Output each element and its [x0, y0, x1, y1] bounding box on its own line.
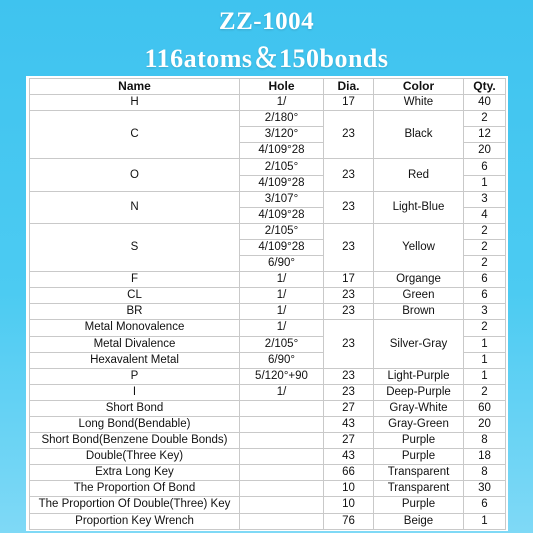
table-row	[30, 400, 506, 416]
cell-color: Yellow	[374, 223, 464, 271]
cell-hole	[240, 481, 324, 497]
cell-qty: 6	[464, 272, 506, 288]
cell-name: O	[30, 159, 240, 191]
cell-name: P	[30, 368, 240, 384]
cell-dia: 66	[324, 465, 374, 481]
cell-hole: 2/180°	[240, 111, 324, 127]
cell-dia: 23	[324, 111, 374, 159]
spec-table-body	[30, 95, 506, 530]
cell-name: Hexavalent Metal	[30, 352, 240, 368]
cell-hole: 1/	[240, 95, 324, 111]
cell-color: Black	[374, 111, 464, 159]
table-row	[30, 481, 506, 497]
cell-qty: 2	[464, 320, 506, 336]
cell-hole: 2/105°	[240, 223, 324, 239]
cell-name: Extra Long Key	[30, 465, 240, 481]
cell-color: Silver-Gray	[374, 320, 464, 368]
cell-name: I	[30, 384, 240, 400]
cell-qty: 1	[464, 368, 506, 384]
table-row	[30, 95, 506, 111]
cell-hole	[240, 497, 324, 513]
cell-hole: 3/107°	[240, 191, 324, 207]
cell-hole: 2/105°	[240, 336, 324, 352]
cell-hole: 1/	[240, 320, 324, 336]
cell-hole: 1/	[240, 304, 324, 320]
cell-hole	[240, 416, 324, 432]
cell-dia: 76	[324, 513, 374, 529]
table-row	[30, 433, 506, 449]
cell-dia: 10	[324, 481, 374, 497]
cell-qty: 2	[464, 256, 506, 272]
cell-color: Deep-Purple	[374, 384, 464, 400]
cell-hole	[240, 513, 324, 529]
cell-name: Long Bond(Bendable)	[30, 416, 240, 432]
cell-dia: 23	[324, 159, 374, 191]
cell-name: The Proportion Of Bond	[30, 481, 240, 497]
cell-dia: 27	[324, 400, 374, 416]
cell-name: F	[30, 272, 240, 288]
table-row	[30, 288, 506, 304]
cell-hole: 3/120°	[240, 127, 324, 143]
cell-qty: 1	[464, 513, 506, 529]
table-row	[30, 465, 506, 481]
cell-hole: 4/109°28	[240, 207, 324, 223]
cell-name: Short Bond(Benzene Double Bonds)	[30, 433, 240, 449]
cell-dia: 27	[324, 433, 374, 449]
cell-qty: 8	[464, 465, 506, 481]
header-hole: Hole	[240, 79, 324, 95]
table-header-row	[30, 79, 506, 95]
cell-qty: 18	[464, 449, 506, 465]
cell-color: Transparent	[374, 465, 464, 481]
cell-name: C	[30, 111, 240, 159]
spec-sheet	[26, 76, 508, 531]
cell-qty: 8	[464, 433, 506, 449]
cell-name: Short Bond	[30, 400, 240, 416]
header-name: Name	[30, 79, 240, 95]
cell-qty: 1	[464, 352, 506, 368]
cell-hole: 1/	[240, 272, 324, 288]
cell-name: S	[30, 223, 240, 271]
cell-color: Light-Blue	[374, 191, 464, 223]
cell-color: Purple	[374, 449, 464, 465]
cell-qty: 60	[464, 400, 506, 416]
cell-color: Gray-White	[374, 400, 464, 416]
cell-color: Beige	[374, 513, 464, 529]
cell-color: Gray-Green	[374, 416, 464, 432]
cell-qty: 2	[464, 384, 506, 400]
cell-dia: 23	[324, 191, 374, 223]
cell-color: Organge	[374, 272, 464, 288]
table-row	[30, 223, 506, 239]
cell-dia: 23	[324, 384, 374, 400]
cell-name: Double(Three Key)	[30, 449, 240, 465]
cell-color: Brown	[374, 304, 464, 320]
cell-name: CL	[30, 288, 240, 304]
cell-color: Purple	[374, 433, 464, 449]
cell-qty: 12	[464, 127, 506, 143]
cell-color: Green	[374, 288, 464, 304]
table-row	[30, 304, 506, 320]
cell-hole: 4/109°28	[240, 143, 324, 159]
table-row	[30, 384, 506, 400]
cell-hole: 6/90°	[240, 352, 324, 368]
cell-qty: 30	[464, 481, 506, 497]
cell-hole: 4/109°28	[240, 175, 324, 191]
cell-hole: 6/90°	[240, 256, 324, 272]
cell-color: Light-Purple	[374, 368, 464, 384]
cell-qty: 20	[464, 143, 506, 159]
header-dia: Dia.	[324, 79, 374, 95]
cell-hole: 2/105°	[240, 159, 324, 175]
cell-qty: 3	[464, 304, 506, 320]
cell-dia: 10	[324, 497, 374, 513]
table-row	[30, 368, 506, 384]
cell-dia: 17	[324, 272, 374, 288]
cell-qty: 6	[464, 159, 506, 175]
cell-dia: 23	[324, 223, 374, 271]
table-row	[30, 191, 506, 207]
table-row	[30, 272, 506, 288]
cell-name: Metal Monovalence	[30, 320, 240, 336]
product-subtitle: 116atoms＆150bonds	[144, 44, 389, 73]
cell-name: Metal Divalence	[30, 336, 240, 352]
cell-qty: 6	[464, 497, 506, 513]
spec-table	[29, 78, 506, 530]
cell-dia: 43	[324, 416, 374, 432]
cell-qty: 6	[464, 288, 506, 304]
cell-dia: 23	[324, 320, 374, 368]
cell-hole	[240, 449, 324, 465]
cell-qty: 20	[464, 416, 506, 432]
cell-hole	[240, 465, 324, 481]
table-row	[30, 159, 506, 175]
cell-hole	[240, 433, 324, 449]
cell-hole: 1/	[240, 288, 324, 304]
cell-dia: 23	[324, 368, 374, 384]
table-row	[30, 497, 506, 513]
cell-qty: 1	[464, 336, 506, 352]
cell-hole	[240, 400, 324, 416]
cell-dia: 17	[324, 95, 374, 111]
cell-hole: 5/120°+90	[240, 368, 324, 384]
cell-qty: 1	[464, 175, 506, 191]
cell-qty: 4	[464, 207, 506, 223]
cell-name: H	[30, 95, 240, 111]
cell-name: BR	[30, 304, 240, 320]
product-code: ZZ-1004	[218, 8, 315, 35]
table-row	[30, 111, 506, 127]
cell-name: The Proportion Of Double(Three) Key	[30, 497, 240, 513]
cell-name: N	[30, 191, 240, 223]
cell-name: Proportion Key Wrench	[30, 513, 240, 529]
cell-dia: 23	[324, 288, 374, 304]
table-row	[30, 416, 506, 432]
cell-color: Red	[374, 159, 464, 191]
cell-dia: 43	[324, 449, 374, 465]
cell-color: Transparent	[374, 481, 464, 497]
table-row	[30, 449, 506, 465]
table-row	[30, 320, 506, 336]
cell-qty: 2	[464, 239, 506, 255]
cell-qty: 40	[464, 95, 506, 111]
cell-hole: 4/109°28	[240, 239, 324, 255]
cell-dia: 23	[324, 304, 374, 320]
header-color: Color	[374, 79, 464, 95]
cell-color: Purple	[374, 497, 464, 513]
cell-qty: 3	[464, 191, 506, 207]
cell-qty: 2	[464, 223, 506, 239]
header-qty: Qty.	[464, 79, 506, 95]
cell-hole: 1/	[240, 384, 324, 400]
cell-color: White	[374, 95, 464, 111]
cell-qty: 2	[464, 111, 506, 127]
table-row	[30, 513, 506, 529]
